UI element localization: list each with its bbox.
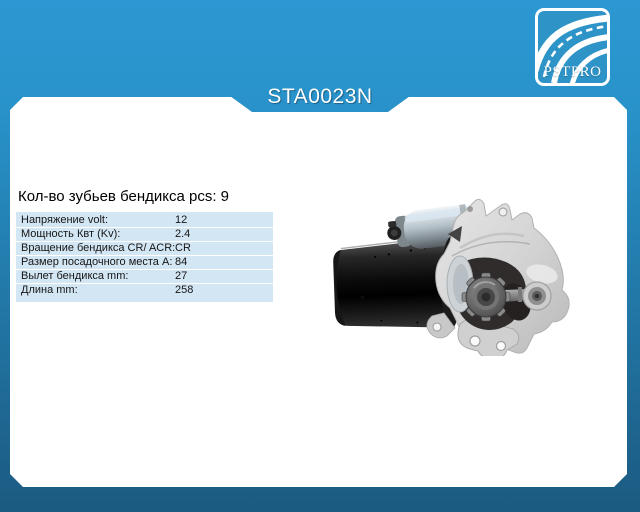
spec-value: 84 [175, 256, 188, 268]
pstpro-logo-background [538, 11, 607, 83]
spec-label: Мощность Квт (Kv): [21, 228, 121, 240]
spec-label: Длина mm: [21, 284, 78, 296]
spec-value: 12 [175, 214, 188, 226]
spec-value: 258 [175, 284, 194, 296]
spec-value: 27 [175, 270, 188, 282]
spec-row [16, 214, 273, 228]
spec-label: Вращение бендикса CR/ ACR: [21, 242, 176, 254]
part-number: STA0023N [267, 85, 373, 108]
pstpro-logo [535, 8, 610, 86]
spec-row [16, 228, 273, 242]
spec-value: CR [175, 242, 191, 254]
logo-brand-text: PSTPRO [543, 64, 602, 80]
spec-row [16, 284, 273, 297]
spec-value: 2.4 [175, 228, 191, 240]
spec-row [16, 270, 273, 284]
spec-table [16, 212, 273, 302]
spec-row [16, 242, 273, 256]
spec-row [16, 256, 273, 270]
spec-label: Размер посадочного места A: [21, 256, 173, 268]
product-image-starter-motor [320, 178, 588, 356]
spec-label: Вылет бендикса mm: [21, 270, 129, 282]
spec-highlight: Кол-во зубьев бендикса pcs: 9 [18, 188, 230, 205]
starter-motor-illustration [320, 178, 588, 356]
spec-label: Напряжение volt: [21, 214, 109, 226]
